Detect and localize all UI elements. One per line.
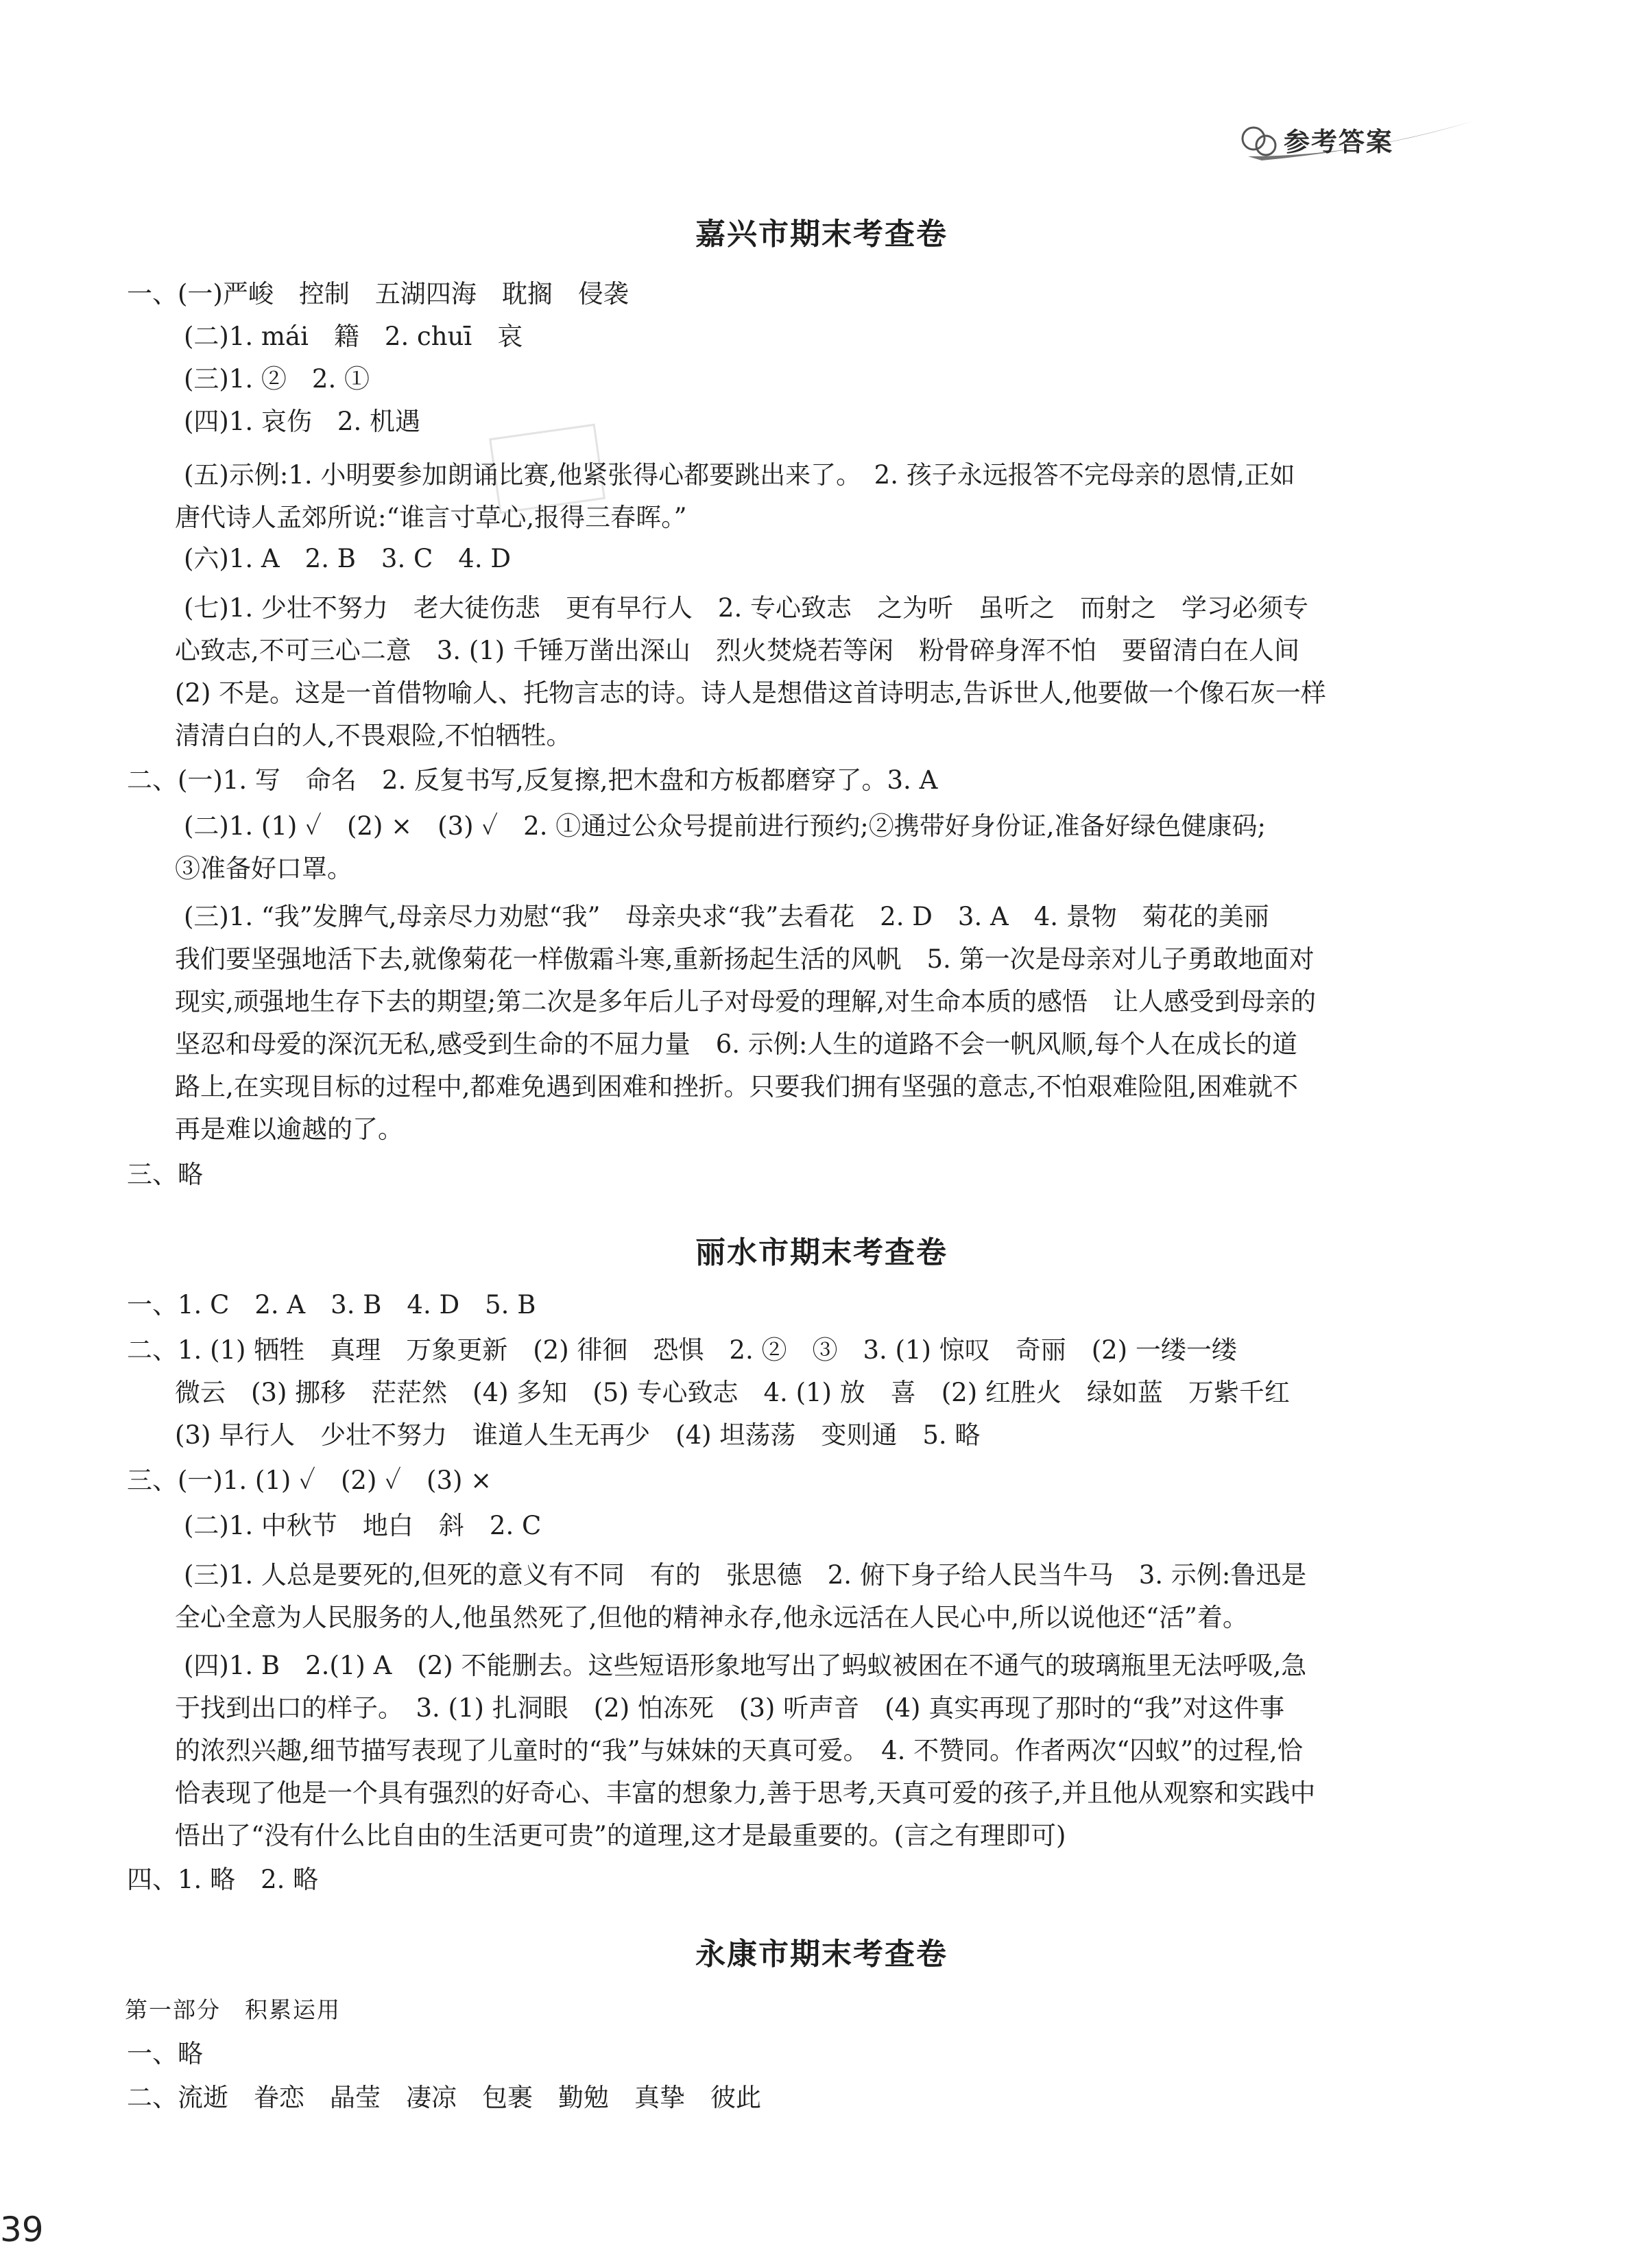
- answer-line: (3) 早行人 少壮不努力 谁道人生无再少 (4) 坦荡荡 变则通 5. 略: [175, 1420, 981, 1450]
- answer-line: 于找到出口的样子。 3. (1) 扎洞眼 (2) 怕冻死 (3) 听声音 (4) 真实再现了那时的“我”对这件事: [175, 1693, 1285, 1723]
- answer-line: (四)1. B 2.(1) A (2) 不能删去。这些短语形象地写出了蚂蚁被困在不通气的玻璃瓶里无法呼吸,急: [184, 1651, 1307, 1680]
- answer-line: 一、(一)严峻 控制 五湖四海 耽搁 侵袭: [127, 279, 629, 309]
- answer-line: (六)1. A 2. B 3. C 4. D: [184, 544, 512, 573]
- answer-key-badge: [1221, 115, 1481, 170]
- answer-line: 悟出了“没有什么比自由的生活更可贵”的道理,这才是最重要的。(言之有理即可): [175, 1821, 1066, 1850]
- part-heading: 第一部分 积累运用: [125, 1996, 341, 2023]
- badge-label: 参考答案: [1284, 127, 1394, 157]
- answer-line: 唐代诗人孟郊所说:“谁言寸草心,报得三春晖。”: [175, 503, 687, 532]
- answer-line: 一、略: [127, 2039, 203, 2068]
- answer-line: 二、1. (1) 牺牲 真理 万象更新 (2) 徘徊 恐惧 2. ② ③ 3. (1) 惊叹 奇丽 (2) 一缕一缕: [127, 1335, 1237, 1365]
- answer-line: (三)1. ② 2. ①: [184, 364, 370, 394]
- answer-line: 四、1. 略 2. 略: [127, 1865, 319, 1894]
- answer-line: 恰表现了他是一个具有强烈的好奇心、丰富的想象力,善于思考,天真可爱的孩子,并且他从观察和实践中: [175, 1778, 1316, 1808]
- answer-line: (二)1. 中秋节 地白 斜 2. C: [184, 1511, 542, 1540]
- answer-line: 二、(一)1. 写 命名 2. 反复书写,反复擦,把木盘和方板都磨穿了。3. A: [127, 765, 938, 795]
- answer-line: (七)1. 少壮不努力 老大徒伤悲 更有早行人 2. 专心致志 之为听 虽听之 而射之 学习必须专: [184, 593, 1308, 623]
- answer-line: 的浓烈兴趣,细节描写表现了儿童时的“我”与妹妹的天真可爱。 4. 不赞同。作者两次“囚蚁”的过程,恰: [175, 1736, 1303, 1765]
- answer-line: 三、略: [127, 1160, 203, 1189]
- answer-line: (二)1. (1) ✓ (2) × (3) ✓ 2. ①通过公众号提前进行预约;②携带好身份证,准备好绿色健康码;: [184, 811, 1266, 841]
- answer-line: (四)1. 哀伤 2. 机遇: [184, 407, 420, 436]
- answer-line: 二、流逝 眷恋 晶莹 凄凉 包裹 勤勉 真挚 彼此: [127, 2083, 761, 2112]
- page-number: 39: [0, 2210, 44, 2249]
- answer-line: (二)1. mái 籍 2. chuī 哀: [184, 322, 523, 351]
- answer-line: (三)1. 人总是要死的,但死的意义有不同 有的 张思德 2. 俯下身子给人民当牛马 3. 示例:鲁迅是: [184, 1560, 1307, 1590]
- section-title-jiaxing: 嘉兴市期末考查卷: [695, 217, 948, 252]
- answer-line: (五)示例:1. 小明要参加朗诵比赛,他紧张得心都要跳出来了。 2. 孩子永远报答不完母亲的恩情,正如: [184, 460, 1295, 490]
- answer-line: 再是难以逾越的了。: [175, 1114, 403, 1144]
- answer-line: (三)1. “我”发脾气,母亲尽力劝慰“我” 母亲央求“我”去看花 2. D 3. A 4. 景物 菊花的美丽: [184, 902, 1269, 931]
- answer-line: 全心全意为人民服务的人,他虽然死了,但他的精神永存,他永远活在人民心中,所以说他还“活”着。: [175, 1603, 1248, 1632]
- answer-line: 心致志,不可三心二意 3. (1) 千锤万凿出深山 烈火焚烧若等闲 粉骨碎身浑不怕 要留清白在人间: [175, 636, 1299, 665]
- answer-line: 清清白白的人,不畏艰险,不怕牺牲。: [175, 721, 572, 750]
- answer-line: 路上,在实现目标的过程中,都难免遇到困难和挫折。只要我们拥有坚强的意志,不怕艰难险阻,困难就不: [175, 1072, 1299, 1101]
- answer-line: 一、1. C 2. A 3. B 4. D 5. B: [127, 1290, 536, 1320]
- answer-line: 微云 (3) 挪移 茫茫然 (4) 多知 (5) 专心致志 4. (1) 放 喜 (2) 红胜火 绿如蓝 万紫千红: [175, 1378, 1290, 1407]
- section-title-yongkang: 永康市期末考查卷: [695, 1937, 948, 1972]
- section-title-lishui: 丽水市期末考查卷: [695, 1235, 948, 1270]
- answer-line: ③准备好口罩。: [175, 854, 352, 883]
- answer-line: 我们要坚强地活下去,就像菊花一样傲霜斗寒,重新扬起生活的风帆 5. 第一次是母亲对儿子勇敢地面对: [175, 944, 1315, 974]
- answer-line: 坚忍和母爱的深沉无私,感受到生命的不屈力量 6. 示例:人生的道路不会一帆风顺,每个人在成长的道: [175, 1029, 1298, 1059]
- answer-line: (2) 不是。这是一首借物喻人、托物言志的诗。诗人是想借这首诗明志,告诉世人,他要做一个像石灰一样: [175, 678, 1326, 708]
- answer-line: 三、(一)1. (1) ✓ (2) ✓ (3) ×: [127, 1466, 492, 1495]
- answer-line: 现实,顽强地生存下去的期望;第二次是多年后儿子对母爱的理解,对生命本质的感悟 让人感受到母亲的: [175, 987, 1316, 1016]
